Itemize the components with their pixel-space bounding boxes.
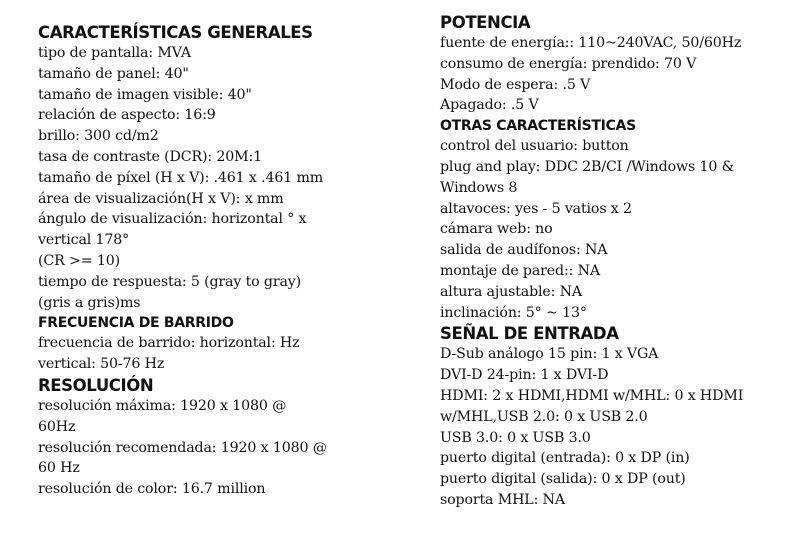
spec-line: cámara web: no (440, 221, 553, 238)
spec-line: tamaño de panel: 40" (38, 65, 189, 82)
spec-line: USB 3.0: 0 x USB 3.0 (440, 429, 591, 446)
spec-line: tasa de contraste (DCR): 20M:1 (38, 148, 263, 165)
spec-line: altavoces: yes - 5 vatios x 2 (440, 200, 632, 217)
spec-line: resolución máxima: 1920 x 1080 @ 60Hz (38, 397, 287, 435)
spec-line: ángulo de visualización: horizontal ° x vertical 178° (38, 211, 307, 249)
spec-line: resolución de color: 16.7 million (38, 481, 266, 498)
spec-line: frecuencia de barrido: horizontal: Hz (38, 335, 300, 352)
section-title-frequency: FRECUENCIA DE BARRIDO (38, 315, 234, 332)
spec-line: tiempo de respuesta: 5 (gray to gray) (gris a gris)ms (38, 273, 302, 311)
spec-line: vertical: 50-76 Hz (38, 356, 165, 373)
section-title-resolution: RESOLUCIÓN (38, 375, 154, 395)
spec-line: HDMI: 2 x HDMI,HDMI w/MHL: 0 x HDMI w/MHL,USB 2.0: 0 x USB 2.0 (440, 387, 744, 425)
spec-line: área de visualización(H x V): x mm (38, 190, 284, 207)
spec-line: control del usuario: button (440, 138, 629, 155)
spec-line: consumo de energía: prendido: 70 V (440, 55, 697, 72)
spec-line: fuente de energía:: 110~240VAC, 50/60Hz (440, 35, 742, 51)
spec-line: puerto digital (entrada): 0 x DP (in) (440, 450, 690, 467)
spec-line: (CR >= 10) (38, 252, 120, 269)
spec-line: brillo: 300 cd/m2 (38, 128, 159, 145)
right-column (440, 12, 780, 511)
spec-line: salida de audífonos: NA (440, 242, 608, 259)
spec-line: D-Sub análogo 15 pin: 1 x VGA (440, 346, 659, 363)
spec-line: montaje de pared:: NA (440, 262, 600, 279)
spec-line: resolución recomendada: 1920 x 1080 @ 60 Hz (38, 439, 327, 477)
section-title-general: CARACTERÍSTICAS GENERALES (38, 23, 313, 42)
section-title-power: POTENCIA (440, 13, 531, 32)
section-title-other: OTRAS CARACTERÍSTICAS (440, 118, 636, 135)
spec-line: tipo de pantalla: MVA (38, 45, 191, 61)
spec-line: Modo de espera: .5 V (440, 76, 591, 93)
spec-line: inclinación: 5° ~ 13° (440, 304, 587, 321)
spec-line: tamaño de píxel (H x V): .461 x .461 mm (38, 169, 324, 186)
section-title-input: SEÑAL DE ENTRADA (440, 324, 619, 344)
spec-line: altura ajustable: NA (440, 283, 582, 300)
spec-line: plug and play: DDC 2B/CI /Windows 10 & Windows 8 (440, 158, 735, 196)
spec-line: Apagado: .5 V (440, 97, 539, 114)
spec-line: puerto digital (salida): 0 x DP (out) (440, 471, 686, 488)
spec-line: soporta MHL: NA (440, 491, 565, 508)
spec-line: DVI-D 24-pin: 1 x DVI-D (440, 367, 609, 384)
spec-line: relación de aspecto: 16:9 (38, 107, 216, 124)
spec-line: tamaño de imagen visible: 40" (38, 86, 252, 103)
left-column (38, 22, 388, 500)
